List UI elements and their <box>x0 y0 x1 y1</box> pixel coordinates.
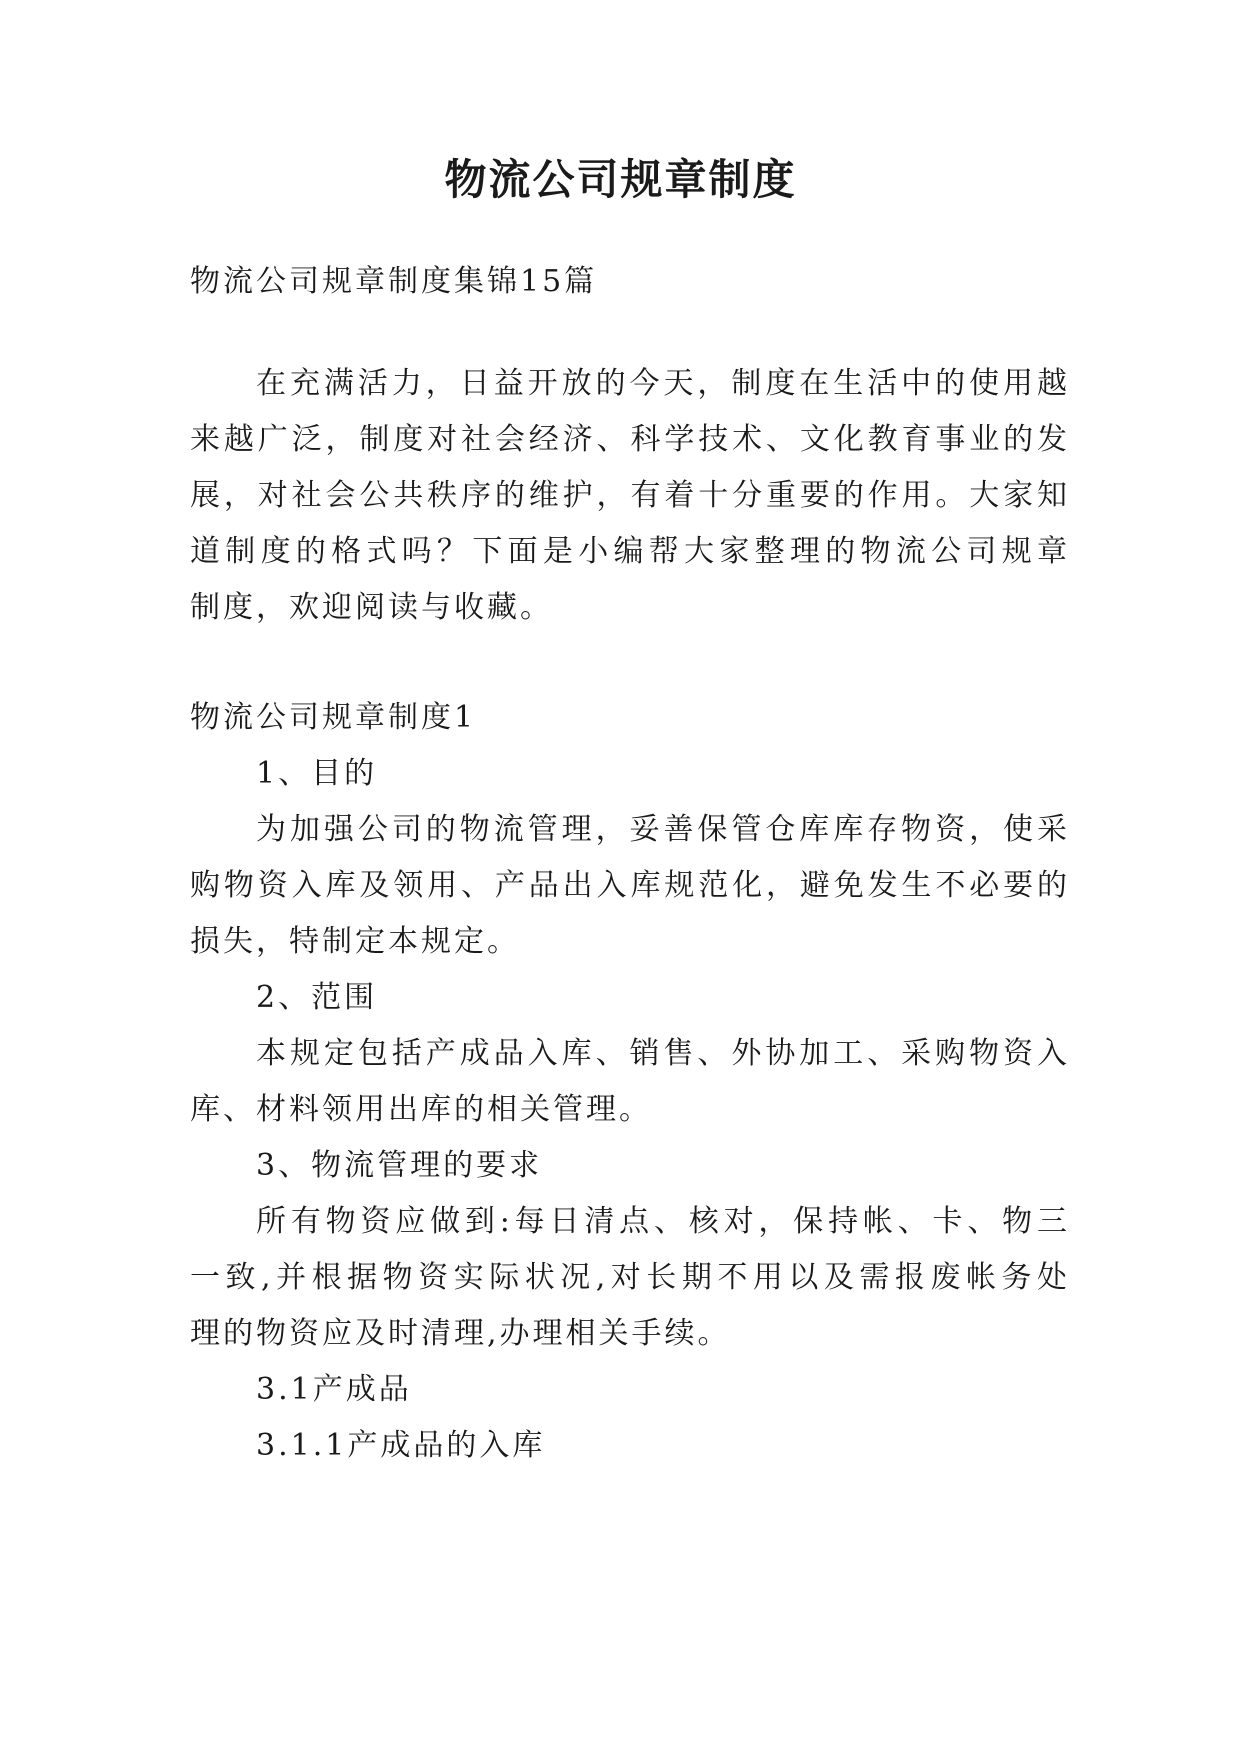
s3-line-2: 一致,并根据物资实际状况,对长期不用以及需报废帐务处 <box>190 1260 1070 1295</box>
s3-line-3: 理的物资应及时清理,办理相关手续。 <box>190 1316 731 1351</box>
intro-line-3: 展，对社会公共秩序的维护，有着十分重要的作用。大家知 <box>190 478 1070 513</box>
s1-line-2: 购物资入库及领用、产品出入库规范化，避免发生不必要的 <box>190 868 1070 903</box>
s3-line-1: 所有物资应做到:每日清点、核对，保持帐、卡、物三 <box>256 1204 1070 1239</box>
intro-line-4: 道制度的格式吗？下面是小编帮大家整理的物流公司规章 <box>190 534 1070 569</box>
s311-heading: 3.1.1产成品的入库 <box>256 1428 546 1463</box>
s2-line-2: 库、材料领用出库的相关管理。 <box>190 1092 652 1127</box>
s3-heading: 3、物流管理的要求 <box>256 1148 543 1183</box>
subtitle: 物流公司规章制度集锦15篇 <box>190 264 598 299</box>
intro-line-1: 在充满活力，日益开放的今天，制度在生活中的使用越 <box>256 366 1070 401</box>
s2-heading: 2、范围 <box>256 980 378 1015</box>
s1-heading: 1、目的 <box>256 756 378 791</box>
s1-line-3: 损失，特制定本规定。 <box>190 924 520 959</box>
page-title: 物流公司规章制度 <box>444 155 797 204</box>
section-heading: 物流公司规章制度1 <box>190 700 477 735</box>
intro-line-2: 来越广泛，制度对社会经济、科学技术、文化教育事业的发 <box>190 422 1070 457</box>
s31-heading: 3.1产成品 <box>256 1372 412 1407</box>
intro-line-5: 制度，欢迎阅读与收藏。 <box>190 590 553 625</box>
s1-line-1: 为加强公司的物流管理，妥善保管仓库库存物资，使采 <box>256 812 1070 847</box>
s2-line-1: 本规定包括产成品入库、销售、外协加工、采购物资入 <box>256 1036 1070 1071</box>
